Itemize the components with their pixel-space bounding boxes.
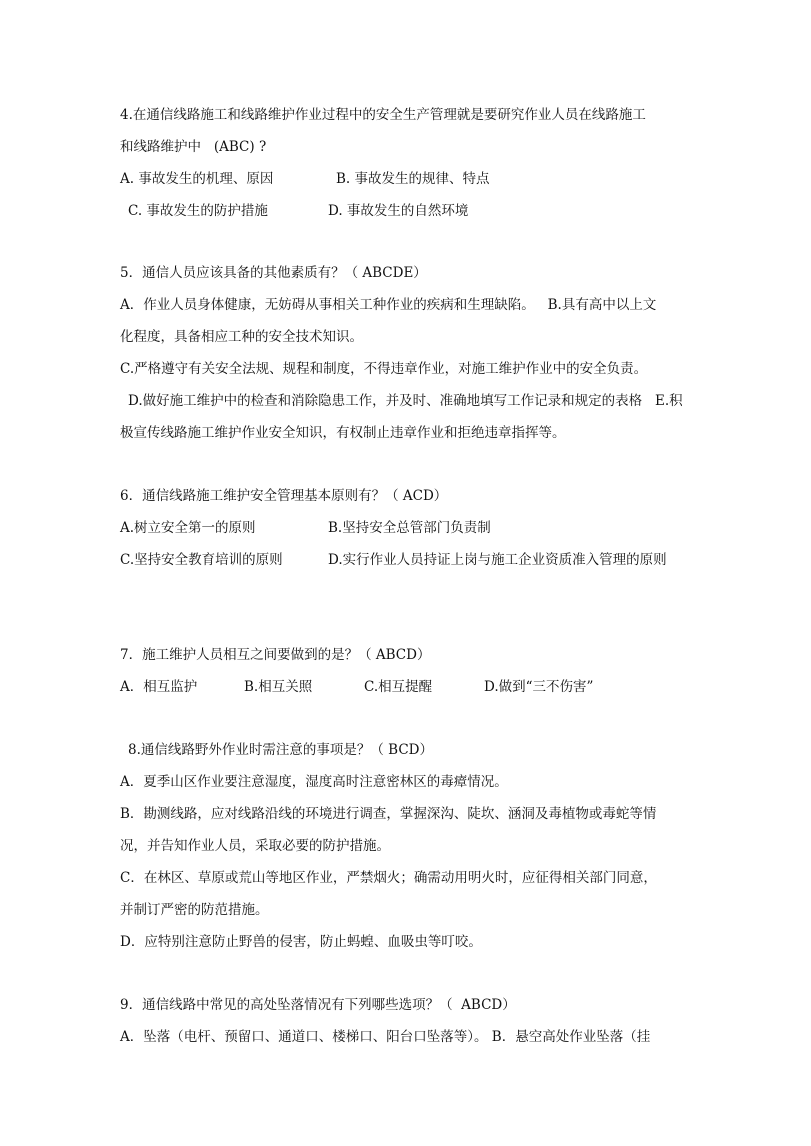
q8-text-line1: A．夏季山区作业要注意湿度，湿度高时注意密林区的毒瘴情况。 (120, 774, 508, 790)
q6-option-b: B.坚持安全总管部门负责制 (328, 520, 491, 536)
q7-option-c: C.相互提醒 (364, 679, 433, 695)
q8-text-line2: B．勘测线路，应对线路沿线的环境进行调查，掌握深沟、陡坎、涵洞及毒植物或毒蛇等情 (120, 806, 657, 822)
q9-text-line1: A．坠落（电杆、预留口、通道口、楼梯口、阳台口坠落等）。 B．悬空高处作业坠落（挂 (120, 1029, 651, 1045)
q6-option-d: D.实行作业人员持证上岗与施工企业资质准入管理的原则 (328, 552, 667, 568)
q5-text-line3: C.严格遵守有关安全法规、规程和制度，不得违章作业，对施工维护作业中的安全负责。 (120, 361, 648, 377)
q8-text-line3: 况，并告知作业人员，采取必要的防护措施。 (120, 838, 390, 854)
q5-text-line1: A．作业人员身体健康，无妨碍从事相关工种作业的疾病和生理缺陷。 B.具有高中以上文 (120, 297, 657, 313)
q4-option-b: B. 事故发生的规律、特点 (336, 171, 490, 187)
q8-text-line4: C．在林区、草原或荒山等地区作业，严禁烟火；确需动用明火时，应征得相关部门同意， (120, 870, 657, 886)
q7-option-d: D.做到“三不伤害” (484, 679, 594, 695)
q5-text-line5: 极宣传线路施工维护作业安全知识，有权制止违章作业和拒绝违章指挥等。 (120, 425, 566, 441)
q7-stem: 7．施工维护人员相互之间要做到的是？（ ABCD） (120, 647, 431, 663)
q8-text-line5: 并制订严密的防范措施。 (120, 902, 269, 918)
q4-stem-line1: 4.在通信线路施工和线路维护作业过程中的安全生产管理就是要研究作业人员在线路施工 (120, 107, 646, 123)
q6-option-a: A.树立安全第一的原则 (120, 520, 256, 536)
q6-option-c: C.坚持安全教育培训的原则 (120, 552, 283, 568)
q4-stem-line2: 和线路维护中 (ABC) ? (120, 139, 267, 155)
q8-stem: 8.通信线路野外作业时需注意的事项是？（ BCD） (128, 742, 433, 758)
q4-option-d: D. 事故发生的自然环境 (328, 203, 469, 219)
q7-option-a: A．相互监护 (120, 679, 198, 695)
q8-text-line6: D．应特别注意防止野兽的侵害，防止蚂蝗、血吸虫等叮咬。 (120, 934, 482, 950)
q4-option-c: C. 事故发生的防护措施 (128, 203, 268, 219)
q4-option-a: A. 事故发生的机理、原因 (120, 171, 274, 187)
q6-stem: 6．通信线路施工维护安全管理基本原则有？（ ACD） (120, 488, 448, 504)
q7-option-b: B.相互关照 (244, 679, 313, 695)
q5-text-line4: D.做好施工维护中的检查和消除隐患工作，并及时、准确地填写工作记录和规定的表格 E.积 (128, 393, 683, 409)
q5-stem: 5．通信人员应该具备的其他素质有？（ ABCDE） (120, 265, 427, 281)
q5-text-line2: 化程度，具备相应工种的安全技术知识。 (120, 329, 363, 345)
q9-stem: 9．通信线路中常见的高处坠落情况有下列哪些选项？（ ABCD） (120, 997, 516, 1013)
